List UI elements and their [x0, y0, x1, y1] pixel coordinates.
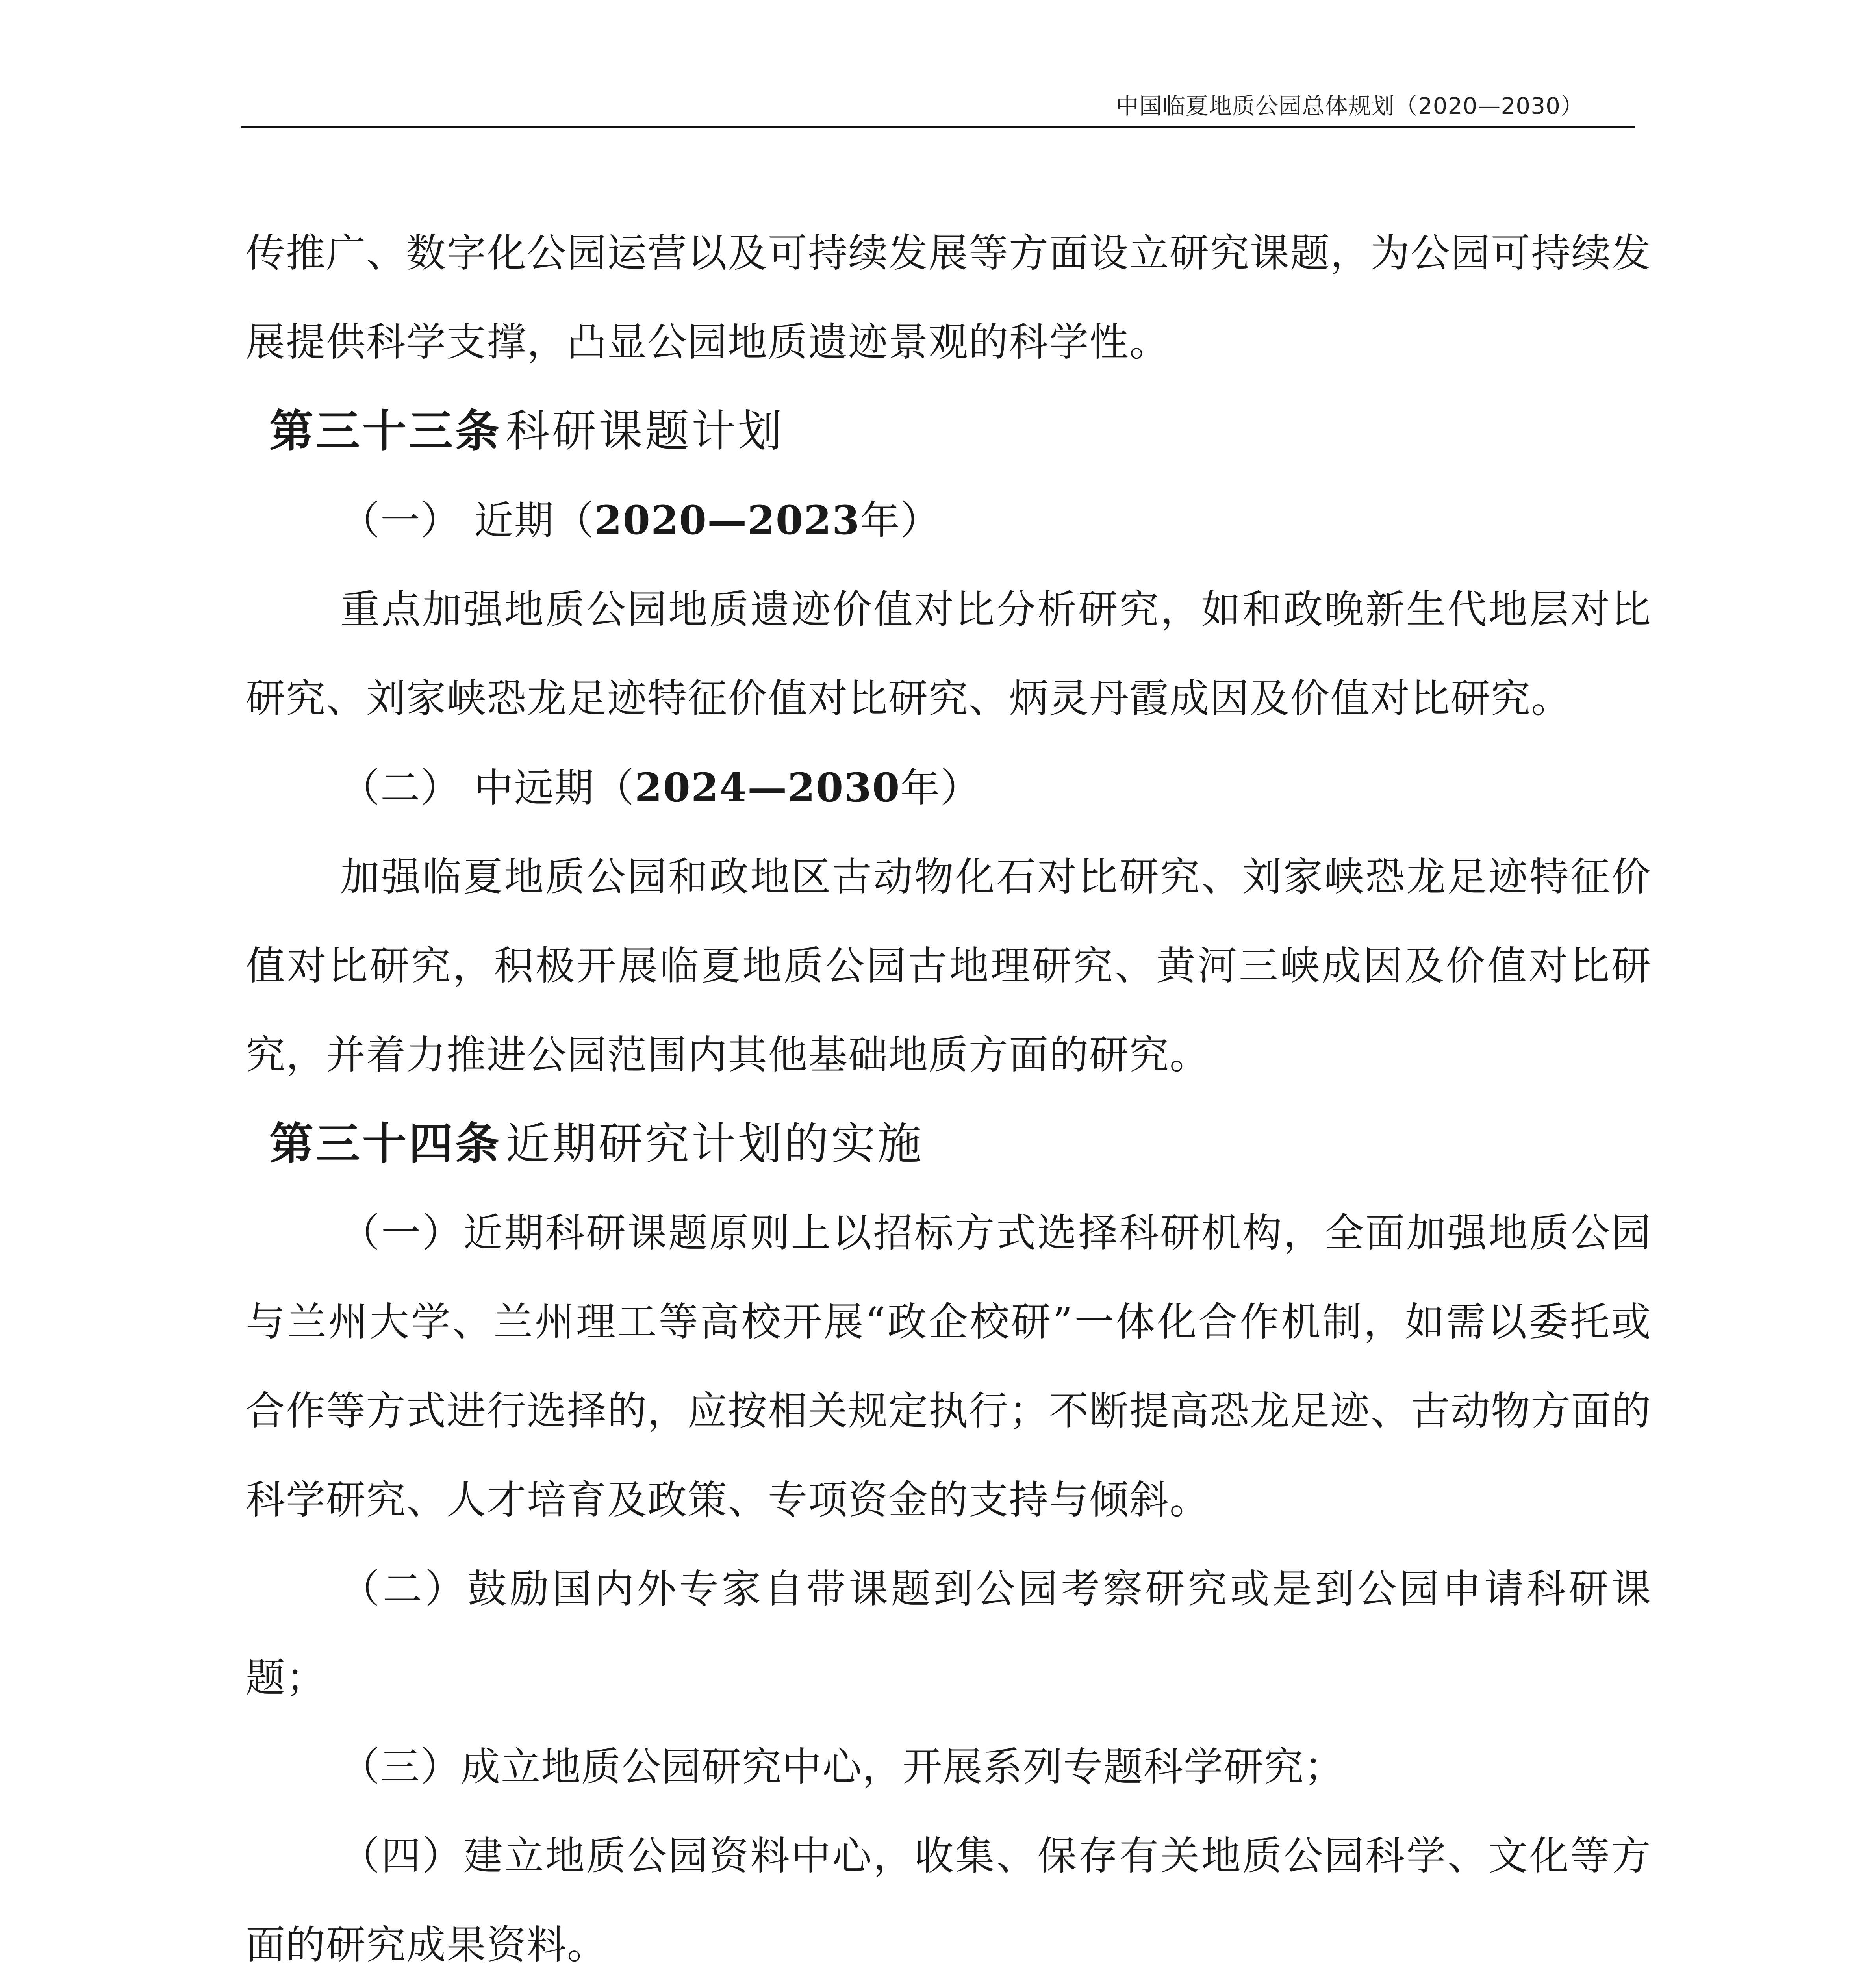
- subheading-suffix: 年）: [900, 765, 981, 811]
- subheading-years: 2024—2030: [634, 764, 901, 811]
- article-33-subheading-near-term: [246, 476, 1652, 565]
- article-33-title: 科研课题计划: [506, 406, 784, 457]
- subheading-prefix: （二） 中远期（: [340, 765, 635, 811]
- subheading-prefix: （一） 近期（: [340, 497, 595, 543]
- article-34-title: 近期研究计划的实施: [506, 1118, 924, 1170]
- paragraph: 重点加强地质公园地质遗迹价值对比分析研究，如和政晚新生代地层对比研究、刘家峡恐龙足迹特征价值对比研究、炳灵丹霞成因及价值对比研究。: [246, 586, 1652, 721]
- paragraph: （三）成立地质公园研究中心，开展系列专题科学研究；: [340, 1744, 1344, 1790]
- article-34-heading: [246, 1099, 1652, 1188]
- paragraph: （一）近期科研课题原则上以招标方式选择科研机构，全面加强地质公园与兰州大学、兰州理工等高校开展“政企校研”一体化合作机制，如需以委托或合作等方式进行选择的，应按相关规定执行；不断提高恐龙足迹、古动物方面的科学研究、人才培育及政策、专项资金的支持与倾斜。: [246, 1210, 1652, 1523]
- paragraph: 加强临夏地质公园和政地区古动物化石对比研究、刘家峡恐龙足迹特征价值对比研究，积极开展临夏地质公园古地理研究、黄河三峡成因及价值对比研究，并着力推进公园范围内其他基础地质方面的研究。: [246, 854, 1652, 1078]
- subheading-suffix: 年）: [860, 497, 941, 543]
- paragraph: （四）建立地质公园资料中心，收集、保存有关地质公园科学、文化等方面的研究成果资料。: [246, 1833, 1652, 1968]
- header-divider: [241, 126, 1635, 128]
- article-33-heading: [246, 387, 1652, 476]
- document-body: [246, 209, 1652, 1969]
- article-33-label: 第三十三条: [269, 405, 502, 457]
- paragraph: （二）鼓励国内外专家自带课题到公园考察研究或是到公园申请科研课题；: [246, 1566, 1652, 1701]
- subheading-years: 2020—2023: [594, 497, 860, 543]
- paragraph-continuation: 传推广、数字化公园运营以及可持续发展等方面设立研究课题，为公园可持续发展提供科学支撑，凸显公园地质遗迹景观的科学性。: [246, 230, 1652, 365]
- article-34-label: 第三十四条: [269, 1118, 502, 1170]
- running-header: 中国临夏地质公园总体规划（2020—2030）: [1116, 93, 1584, 119]
- article-33-subheading-long-term: [246, 743, 1652, 832]
